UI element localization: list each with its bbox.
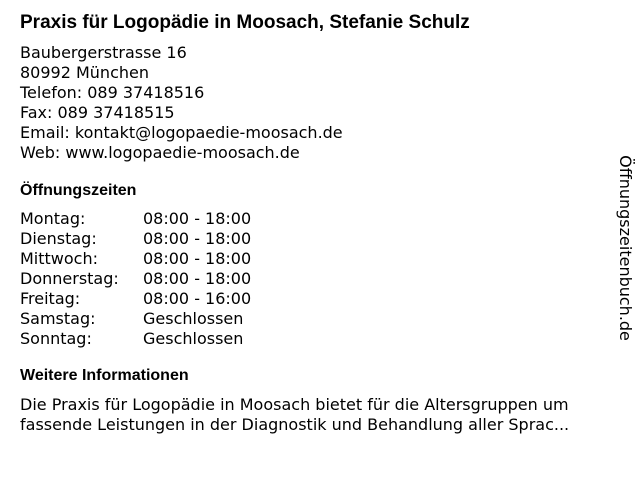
hours-time: 08:00 - 18:00 bbox=[143, 209, 252, 228]
address-street: Baubergerstrasse 16 bbox=[20, 43, 187, 62]
hours-row-friday bbox=[20, 289, 616, 309]
hours-time: Geschlossen bbox=[143, 329, 244, 348]
hours-time: Geschlossen bbox=[143, 309, 244, 328]
hours-row-saturday bbox=[20, 309, 616, 329]
web-line bbox=[20, 143, 616, 163]
address-city: 80992 München bbox=[20, 63, 149, 82]
site-watermark-label: Öffnungszeitenbuch.de bbox=[616, 155, 635, 341]
card-content bbox=[20, 11, 616, 435]
hours-day: Mittwoch: bbox=[20, 249, 98, 268]
hours-day: Donnerstag: bbox=[20, 269, 119, 288]
phone-number: Telefon: 089 37418516 bbox=[20, 83, 205, 102]
hours-row-monday bbox=[20, 209, 616, 229]
contact-block bbox=[20, 43, 616, 163]
hours-day: Montag: bbox=[20, 209, 86, 228]
hours-day: Freitag: bbox=[20, 289, 81, 308]
hours-day: Dienstag: bbox=[20, 229, 97, 248]
email-label: Email: bbox=[20, 123, 75, 142]
fax-number: Fax: 089 37418515 bbox=[20, 103, 175, 122]
hours-row-sunday bbox=[20, 329, 616, 349]
website-link[interactable]: www.logopaedie-moosach.de bbox=[65, 143, 300, 162]
page-title: Praxis für Logopädie in Moosach, Stefanie Schulz bbox=[20, 12, 470, 33]
hours-time: 08:00 - 18:00 bbox=[143, 229, 252, 248]
hours-time: 08:00 - 18:00 bbox=[143, 269, 252, 288]
hours-day: Samstag: bbox=[20, 309, 96, 328]
hours-row-thursday bbox=[20, 269, 616, 289]
hours-row-tuesday bbox=[20, 229, 616, 249]
hours-time: 08:00 - 16:00 bbox=[143, 289, 252, 308]
opening-hours-table bbox=[20, 209, 616, 349]
email-link[interactable]: kontakt@logopaedie-moosach.de bbox=[74, 123, 343, 142]
more-info-heading: Weitere Informationen bbox=[20, 367, 189, 384]
hours-time: 08:00 - 18:00 bbox=[143, 249, 252, 268]
hours-day: Sonntag: bbox=[20, 329, 92, 348]
more-info-text: Die Praxis für Logopädie in Moosach bietet für die Altersgruppen um fassende Leistungen in der Diagnostik und Behandlung aller Sprac... bbox=[20, 395, 570, 434]
email-line bbox=[20, 123, 616, 143]
opening-hours-heading: Öffnungszeiten bbox=[20, 182, 137, 199]
web-label: Web: bbox=[20, 143, 66, 162]
hours-row-wednesday bbox=[20, 249, 616, 269]
